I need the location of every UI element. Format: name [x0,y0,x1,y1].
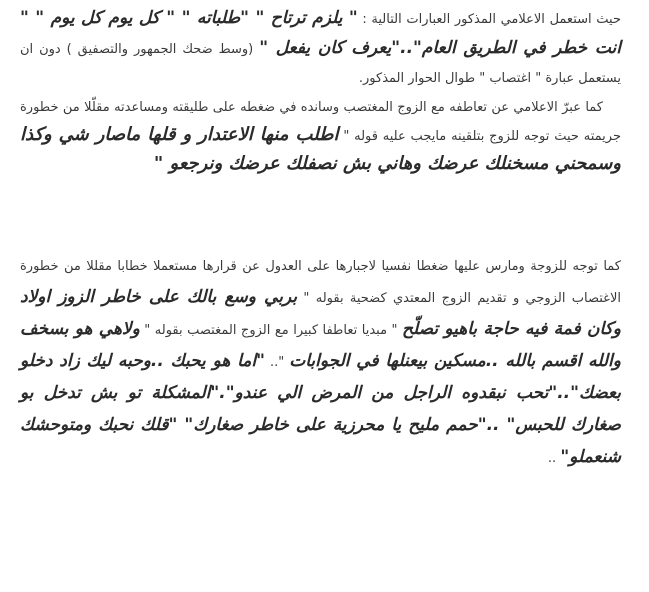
paragraph-pressure [20,251,621,474]
paragraph-context-text: (وسط ضحك الجمهور والتصفيق ) دون ان يستعمل عبارة " اغتصاب " طوال الحوار المذكور. [20,42,621,86]
paragraph-sympathy-text: كما عبرّ الاعلامي عن تعاطفه مع الزوج المغتصب وسانده في ضغطه على طليقته ومساعدته مقلّلا من خطورة جريمته حيث توجه للزوج بتلقينه مايجب عليه قوله " [20,100,621,144]
paragraph-pressure-text: كما توجه للزوجة ومارس عليها ضغطا نفسيا لاجبارها على العدول عن قرارها مستعملا خطابا مقللا من خطورة الاغتصاب الزوجي و تقديم الزوج المعتدي كضحية بقوله " [20,259,621,306]
paragraph-statements [20,4,621,93]
paragraph-sympathy [20,95,621,179]
quoted-statements: " يلزم ترتاح " "طلباته " " كل يوم كل يوم " " انت خطر في الطريق العام".."يعرف كان يفعل " [20,8,621,58]
quoted-pressure-2: ولاهي هو بسخف والله اقسم بالله ..مسكين بيعنلها في الجوابات [20,319,621,371]
paragraph-pressure-text-3: ".. [269,355,285,370]
quoted-pressure-1: بربي وسع بالك على خاطر الزوز اولاد وكان فمة فيه حاجة باهيو تصلّح [20,287,621,339]
paragraph-spacer [20,179,621,251]
paragraph-pressure-text-2: " مبديا تعاطفا كبيرا مع الزوج المغتصب بقوله " [139,323,398,338]
paragraph-pressure-text-4: .. [547,451,557,466]
paragraph-intro-text: حيث استعمل الاعلامي المذكور العبارات التالية : [357,12,621,27]
quoted-pressure-3: "اما هو يحبك ..وحبه ليك زاد دخلو بعضك".."تحب نبقدوه الراجل من المرض الي عندو"."المشكلة تو بش تدخل بو صغارك للحبس" .."حمم مليح يا محرزية على خاطر صغارك" "قلك نحبك ومتوحشك شنعملو" [20,351,621,467]
quoted-advice: اطلب منها الاعتدار و قلها ماصار شي وكذا وسمحني مسخنلك عرضك وهاني بش نصفلك عرضك ونرجعو " [20,124,621,174]
